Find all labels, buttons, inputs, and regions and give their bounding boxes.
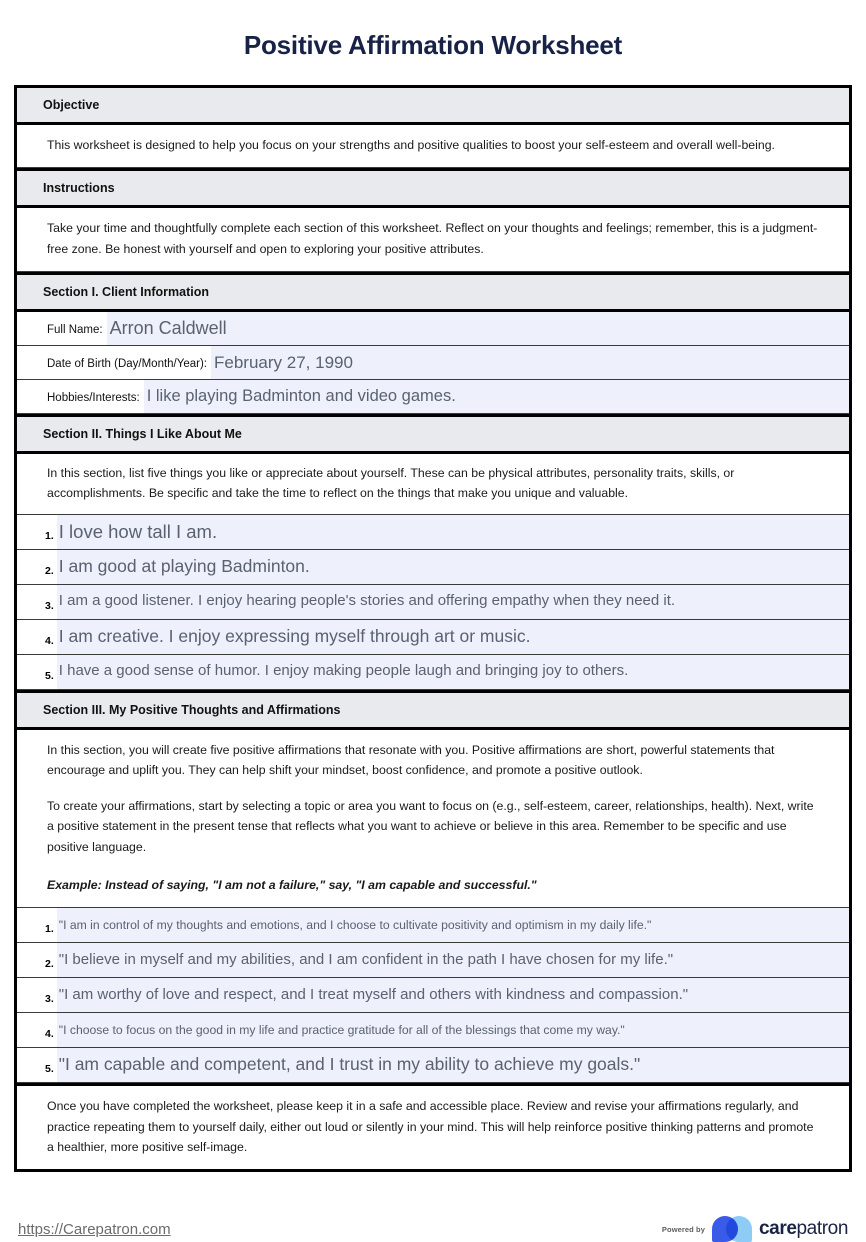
list-item-number: 4.: [45, 1028, 54, 1041]
section-one-header: Section I. Client Information: [17, 272, 849, 312]
powered-by-label: Powered by: [661, 1224, 706, 1234]
objective-text: This worksheet is designed to help you focus on your strengths and positive qualities to boost your self-esteem and overall well-being.: [47, 138, 775, 153]
date-of-birth-input[interactable]: February 27, 1990: [211, 346, 849, 379]
things-i-like-input-4[interactable]: I am creative. I enjoy expressing myself through art or music.: [57, 620, 849, 654]
section-two-instructions: [17, 454, 849, 515]
wordmark-light: patron: [796, 1218, 848, 1240]
list-item-number: 3.: [45, 599, 54, 612]
list-item[interactable]: [17, 908, 849, 943]
hobbies-label: Hobbies/Interests:: [47, 391, 140, 404]
closing-body: [17, 1083, 849, 1169]
page-footer: [14, 1172, 852, 1242]
affirmation-input-4[interactable]: "I choose to focus on the good in my life and practice gratitude for all of the blessings that come my way.": [57, 1013, 849, 1047]
field-row-hobbies[interactable]: [17, 380, 849, 414]
field-row-date-of-birth[interactable]: [17, 346, 849, 380]
hobbies-input[interactable]: I like playing Badminton and video games.: [144, 380, 849, 413]
objective-header: Objective: [17, 88, 849, 125]
list-item[interactable]: [17, 620, 849, 655]
list-item-number: 2.: [45, 958, 54, 971]
section-two-instructions-text: In this section, list five things you like or appreciate about yourself. These can be physical attributes, personality traits, skills, or accomplishments. Be specific and take the time to reflect on the things that make you unique and valuable.: [47, 466, 735, 501]
list-item-number: 4.: [45, 634, 54, 647]
full-name-label: Full Name:: [47, 323, 103, 336]
affirmation-input-3[interactable]: "I am worthy of love and respect, and I treat myself and others with kindness and compassion.": [57, 978, 849, 1012]
list-item-number: 3.: [45, 993, 54, 1006]
closing-text: Once you have completed the worksheet, please keep it in a safe and accessible place. Review and revise your affirmations regularly, and practice repeating them to yourself daily, either out loud or silently in your mind. This will help reinforce positive thinking patterns and promote a healthier, more positive self-image.: [47, 1099, 814, 1154]
instructions-text: Take your time and thoughtfully complete each section of this worksheet. Reflect on your thoughts and feelings; remember, this is a judgment-free zone. Be honest with yourself and open to exploring your positive attributes.: [47, 221, 818, 256]
things-i-like-input-5[interactable]: I have a good sense of humor. I enjoy making people laugh and bringing joy to others.: [57, 655, 849, 689]
section-two-header: Section II. Things I Like About Me: [17, 414, 849, 454]
page-title: Positive Affirmation Worksheet: [243, 30, 623, 60]
list-item[interactable]: [17, 585, 849, 620]
list-item[interactable]: [17, 943, 849, 978]
section-three-paragraph-one: In this section, you will create five positive affirmations that resonate with you. Positive affirmations are short, powerful statements that encourage and uplift you. They can help shift your mindset, boost confidence, and promote a positive outlook.: [47, 742, 775, 777]
list-item[interactable]: [17, 1013, 849, 1048]
section-three-header: Section III. My Positive Thoughts and Affirmations: [17, 690, 849, 730]
brand-lockup: [662, 1216, 848, 1242]
carepatron-link[interactable]: https://Carepatron.com: [18, 1220, 171, 1238]
list-item-number: 1.: [45, 923, 54, 936]
section-three-instructions: [17, 730, 849, 909]
list-item[interactable]: [17, 978, 849, 1013]
wordmark-bold: care: [759, 1218, 797, 1240]
instructions-body: [17, 208, 849, 272]
section-three-example: Example: Instead of saying, "I am not a failure," say, "I am capable and successful.": [47, 878, 537, 892]
objective-body: [17, 125, 849, 168]
list-item-number: 1.: [45, 529, 54, 542]
section-three-paragraph-two: To create your affirmations, start by selecting a topic or area you want to focus on (e.g., self-esteem, career, relationships, health). Next, write a positive statement in the present tense that reflects what you want to achieve or believe in this area. Remember to be specific and use positive language.: [47, 799, 814, 854]
list-item[interactable]: [17, 1048, 849, 1083]
list-item-number: 5.: [45, 1063, 54, 1076]
list-item[interactable]: [17, 550, 849, 585]
things-i-like-input-3[interactable]: I am a good listener. I enjoy hearing people's stories and offering empathy when they need it.: [57, 585, 849, 619]
worksheet-table: [14, 85, 852, 1172]
list-item-number: 5.: [45, 669, 54, 682]
list-item[interactable]: [17, 515, 849, 550]
full-name-input[interactable]: Arron Caldwell: [107, 312, 849, 345]
affirmation-input-1[interactable]: "I am in control of my thoughts and emotions, and I choose to cultivate positivity and optimism in my daily life.": [57, 908, 849, 942]
list-item-number: 2.: [45, 564, 54, 577]
date-of-birth-label: Date of Birth (Day/Month/Year):: [47, 357, 208, 370]
things-i-like-input-2[interactable]: I am good at playing Badminton.: [57, 550, 849, 584]
instructions-header: Instructions: [17, 168, 849, 208]
carepatron-logo-icon: [712, 1216, 752, 1242]
carepatron-wordmark: [759, 1218, 848, 1240]
field-row-full-name[interactable]: [17, 312, 849, 346]
affirmation-input-2[interactable]: "I believe in myself and my abilities, and I am confident in the path I have chosen for my life.": [57, 943, 849, 977]
list-item[interactable]: [17, 655, 849, 690]
things-i-like-input-1[interactable]: I love how tall I am.: [57, 515, 849, 549]
logo-blob-light: [726, 1216, 752, 1242]
affirmation-input-5[interactable]: "I am capable and competent, and I trust in my ability to achieve my goals.": [57, 1048, 849, 1082]
